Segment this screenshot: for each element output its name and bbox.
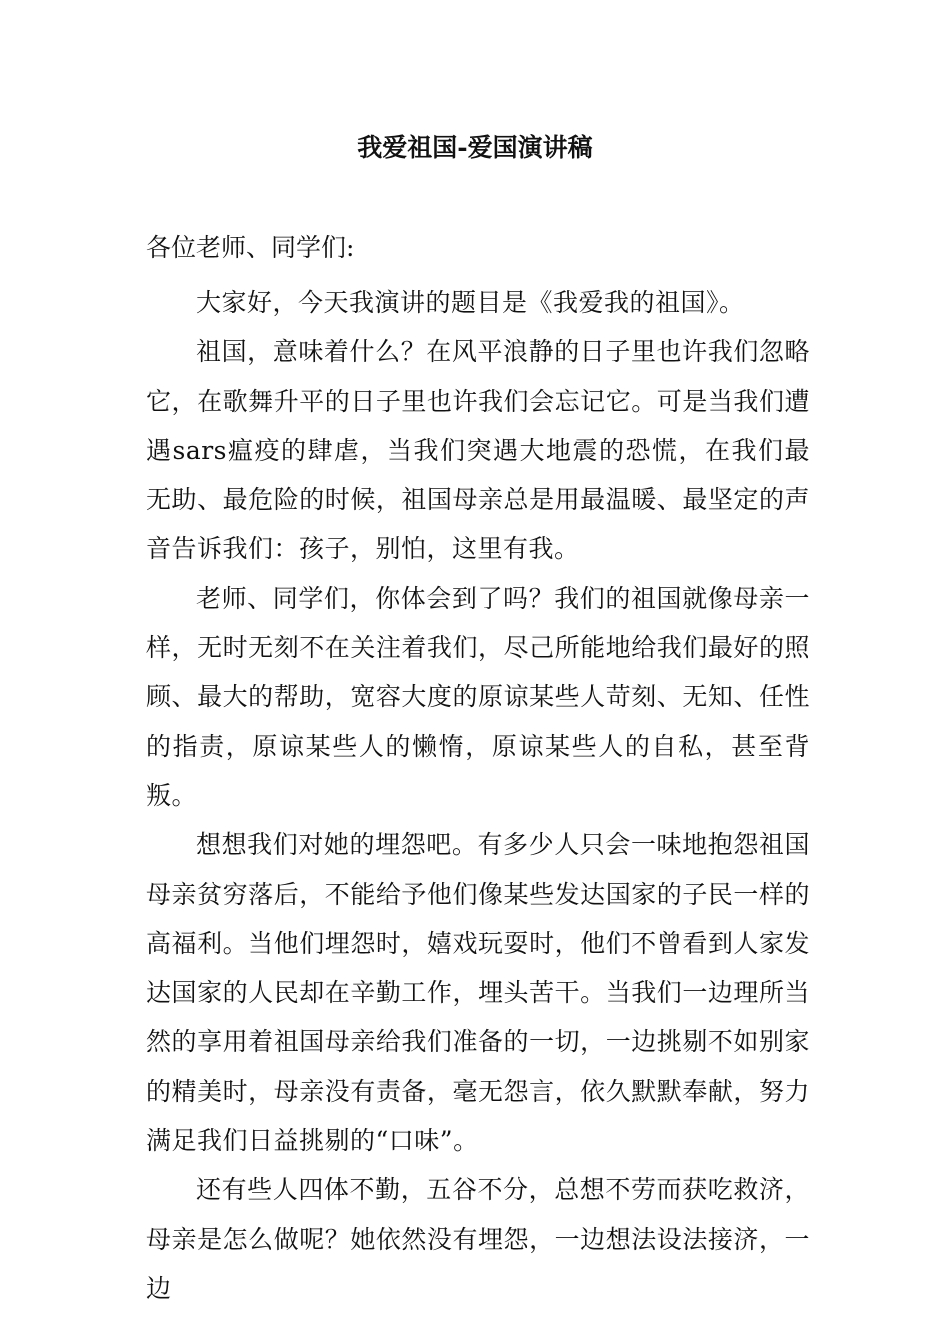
paragraph-motherland-like-mother: 老师、同学们，你体会到了吗？我们的祖国就像母亲一样，无时无刻不在关注着我们，尽己所能地给我们最好的照顾、最大的帮助，宽容大度的原谅某些人苛刻、无知、任性的指责，原谅某些人的懒惰，原谅某些人的自私，甚至背叛。 xyxy=(146,583,810,810)
salutation: 各位老师、同学们: xyxy=(146,233,355,262)
paragraph-meaning-of-motherland: 祖国，意味着什么？在风平浪静的日子里也许我们忽略它，在歌舞升平的日子里也许我们会忘记它。可是当我们遭遇sars瘟疫的肆虐，当我们突遇大地震的恐慌，在我们最无助、最危险的时候，祖国母亲总是用最温暖、最坚定的声音告诉我们：孩子，别怕，这里有我。 xyxy=(146,337,810,564)
document-body xyxy=(146,278,810,1313)
document-title: 我爱祖国-爱国演讲稿 xyxy=(357,133,593,162)
paragraph-complaints: 想想我们对她的埋怨吧。有多少人只会一味地抱怨祖国母亲贫穷落后，不能给予他们像某些发达国家的子民一样的高福利。当他们埋怨时，嬉戏玩耍时，他们不曾看到人家发达国家的人民却在辛勤工作，埋头苦干。当我们一边理所当然的享用着祖国母亲给我们准备的一切，一边挑剔不如别家的精美时，母亲没有责备，毫无怨言，依久默默奉献，努力满足我们日益挑剔的“口味”。 xyxy=(146,830,810,1156)
paragraph-greeting: 大家好，今天我演讲的题目是《我爱我的祖国》。 xyxy=(196,288,745,317)
paragraph-idle-people: 还有些人四体不勤，五谷不分，总想不劳而获吃救济，母亲是怎么做呢？她依然没有埋怨，一边想法设法接济，一边 xyxy=(146,1175,810,1303)
